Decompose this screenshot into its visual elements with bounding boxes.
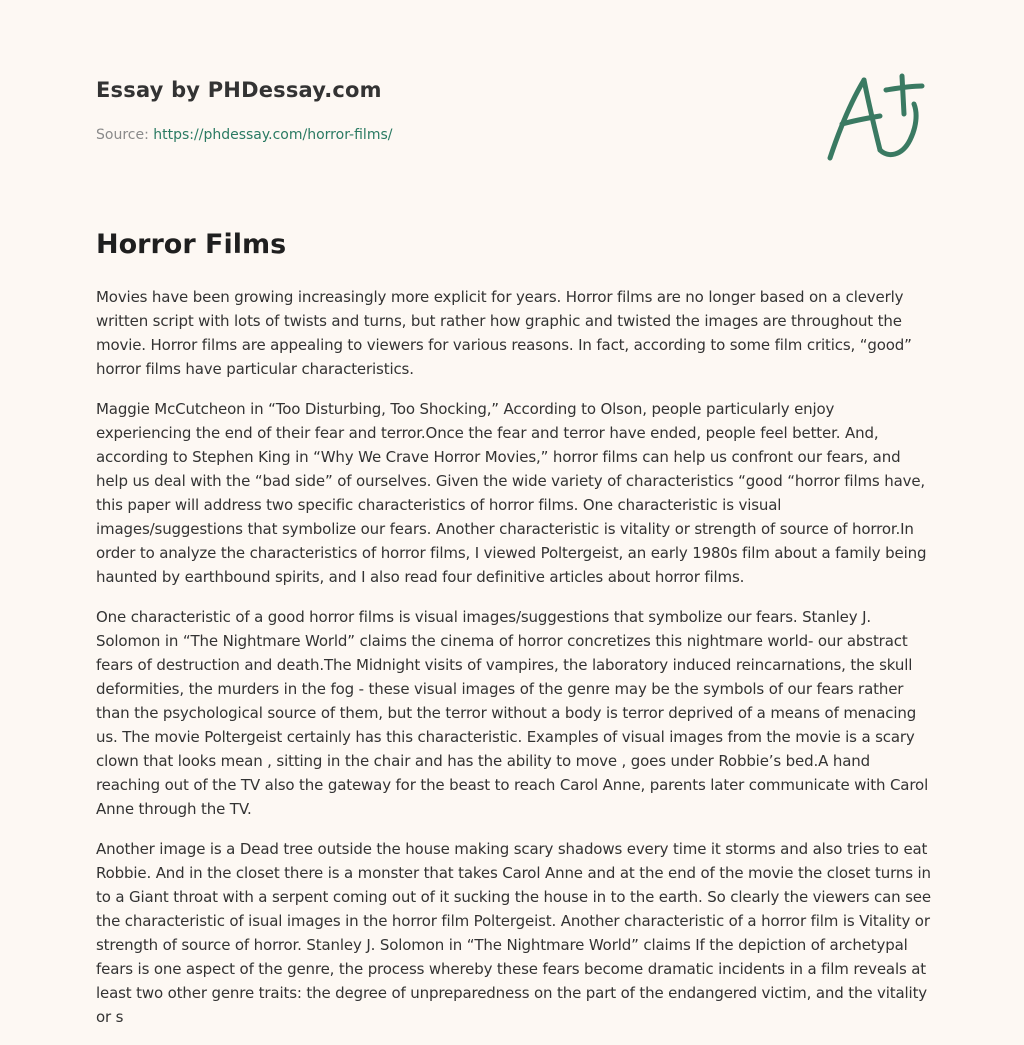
paragraph: Movies have been growing increasingly more explicit for years. Horror films are no longer based on a cleverly written script with lots of twists and turns, but rather how graphic and twisted the images are throughout the movie. Horror films are appealing to viewers for various reasons. In fact, according to some film critics, “good” horror films have particular characteristics. [96,288,912,378]
source-line [96,125,696,145]
source-label: Source: [96,127,154,143]
paragraph: One characteristic of a good horror films is visual images/suggestions that symbolize our fears. Stanley J. Solomon in “The Nightmare World” claims the cinema of horror concretizes this nightmare world- our abstract fears of destruction and death.The Midnight visits of vampires, the laboratory induced reincarnations, the skull deformities, the murders in the fog - these visual images of the genre may be the symbols of our fears rather than the psychological source of them, but the terror without a body is terror deprived of a means of menacing us. The movie Poltergeist certainly has this characteristic. Examples of visual images from the movie is a scary clown that looks mean , sitting in the chair and has the ability to move , goes under Robbie’s bed.A hand reaching out of the TV also the gateway for the beast to reach Carol Anne, parents later communicate with Carol Anne through the TV. [96,608,929,818]
article-body [96,285,932,1045]
site-brand: Essay by PHDessay.com [96,78,382,102]
article-title: Horror Films [96,229,287,260]
paragraph: Another image is a Dead tree outside the house making scary shadows every time it storms and also tries to eat Robbie. And in the closet there is a monster that takes Carol Anne and at the end of the movie the closet turns in to a Giant throat with a serpent coming out of it sucking the house in to the earth. So clearly the viewers can see the characteristic of isual images in the horror film Poltergeist. Another characteristic of a horror film is Vitality or strength of source of horror. Stanley J. Solomon in “The Nightmare World” claims If the depiction of archetypal fears is one aspect of the genre, the process whereby these fears become dramatic incidents in a film reveals at least two other genre traits: the degree of unpreparedness on the part of the endangered victim, and the vitality or s [96,840,931,1026]
a-plus-icon [820,66,930,166]
paragraph: Maggie McCutcheon in “Too Disturbing, Too Shocking,” According to Olson, people particularly enjoy experiencing the end of their fear and terror.Once the fear and terror have ended, people feel better. And, according to Stephen King in “Why We Crave Horror Movies,” horror films can help us confront our fears, and help us deal with the “bad side” of ourselves. Given the wide variety of characteristics “good “horror films have, this paper will address two specific characteristics of horror films. One characteristic is visual images/suggestions that symbolize our fears. Another characteristic is vitality or strength of source of horror.In order to analyze the characteristics of horror films, I viewed Poltergeist, an early 1980s film about a family being haunted by earthbound spirits, and I also read four definitive articles about horror films. [96,400,927,586]
page-header [96,76,696,145]
source-link[interactable]: https://phdessay.com/horror-films/ [153,127,393,143]
